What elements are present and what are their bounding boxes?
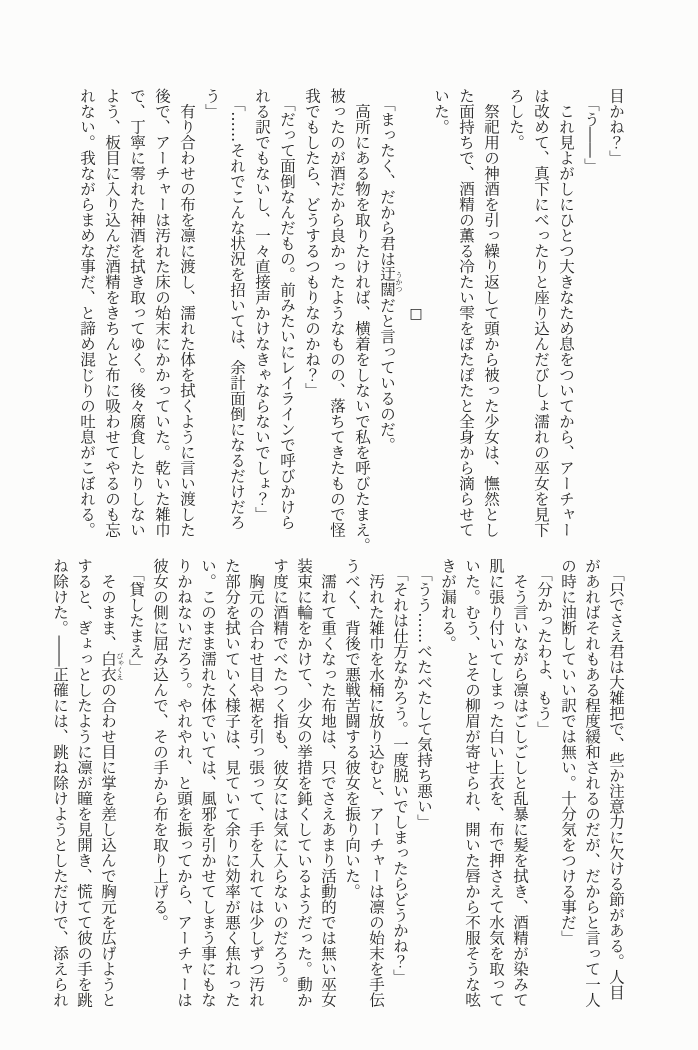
- text-column: ね除けた。――正確には、跳ね除けようとしただけで、添えられ: [51, 558, 69, 1008]
- text-column: 「うう……べたべたして気持ち悪い」: [415, 558, 433, 830]
- text-column: 「貸したまえ」: [127, 558, 145, 675]
- text-column: 「う――」: [582, 88, 600, 174]
- text-column: 「それは仕方なかろう。一度脱いでしまったらどうかね？」: [391, 558, 409, 985]
- text-column: りかねないだろう。やれやれ、と頭を振ってから、アーチャーは: [175, 558, 193, 1008]
- text-column: きが漏れる。: [439, 558, 457, 651]
- text-column: 目かね？」: [607, 88, 625, 166]
- text-column: い。このまま濡れた体でいては、風邪を引かせてしまう事にもな: [199, 558, 217, 1008]
- text-column: で、丁寧に零れた神酒を拭き取ってゆく。後々腐食したりしない: [128, 88, 146, 538]
- text-column: すると、ぎょっとしたように凛が瞳を見開き、慌てて彼の手を跳: [75, 558, 93, 1008]
- text-column: 「只でさえ君は大雑把で、些か注意力に欠ける節がある。人目: [607, 558, 625, 1000]
- text-column: があればそれもある程度緩和されるのだが、だからと言って一人: [583, 558, 601, 1008]
- text-column: 祭祀用の神酒を引っ繰り返して頭から被った少女は、憮然とし: [482, 88, 500, 538]
- text-column: す度に酒精でべたつく指も、彼女には気に入らないのだろう。: [271, 558, 289, 992]
- text-column: 「分かったわよ、もう」: [535, 558, 553, 737]
- text-column: 汚れた雑巾を水桶に放り込むと、アーチャーは凛の始末を手伝: [367, 558, 385, 1008]
- text-column: 装束に輪をかけて、少女の挙措を鈍くしているようだった。動か: [295, 558, 313, 1008]
- upper-text-block: [74, 88, 628, 553]
- text-column: ろした。: [507, 88, 525, 150]
- text-column: は改めて、真下にべったりと座り込んだびしょ濡れの巫女を見下: [532, 88, 550, 538]
- text-column: 「……それでこんな状況を招いては、余計面倒になるだけだろ: [228, 88, 246, 530]
- text-column: 後で、アーチャーは汚れた床の始末にかかっていた。乾いた雑巾: [153, 88, 171, 538]
- text-column: これ見よがしにひとつ大きなため息をついてから、アーチャー: [557, 88, 575, 538]
- text-column: れない。我ながらまめな事だ、と諦め混じりの吐息がこぼれる。: [78, 88, 96, 538]
- text-column: た面持ちで、酒精の薫る冷たい雫をぽたぽたと全身から滴らせて: [457, 88, 475, 538]
- text-column: 高所にある物を取りたければ、横着をしないで私を呼びたまえ。: [353, 88, 371, 553]
- section-divider-square: □: [408, 306, 424, 322]
- text-column: 我でもしたら、どうするつもりなのかね？」: [303, 88, 321, 398]
- text-column: 彼女の側に屈み込んで、その手から布を取り上げる。: [151, 558, 169, 930]
- ruby-annotation: 白衣 びゃくえ: [99, 651, 124, 682]
- text-column: うべく、背後で悪戦苦闘する彼女を振り向いた。: [343, 558, 361, 899]
- ruby-annotation: 迂闊 うかつ: [378, 266, 403, 298]
- text-column: う」: [203, 88, 221, 119]
- text-column: た部分を拭いていく様子は、見ていて余りに効率が悪く焦れった: [223, 558, 241, 1008]
- text-column: 有り合わせの布を凛に渡し、濡れた体を拭くように言い渡した: [178, 88, 196, 538]
- text-column: そう言いながら凛はごしごしと乱暴に髪を拭き、酒精が染みて: [511, 558, 529, 1008]
- text-column: れる訳でもないし、一々直接声かけなきゃならないでしょ？」: [253, 88, 271, 522]
- text-column: 濡れて重くなった布地は、只でさえあまり活動的では無い巫女: [319, 558, 337, 1008]
- text-column: そのまま、白衣 びゃくえの合わせ目に掌を差し込んで胸元を広げようと: [99, 558, 124, 1008]
- text-column: の時に油断していい訳では無い。十分気をつける事だ」: [559, 558, 577, 946]
- text-column: 被ったのが酒だから良かったようなものの、落ちてきたもので怪: [328, 88, 346, 538]
- text-column: よう、板目に入り込んだ酒精をきちんと布に吸わせてやるのも忘: [103, 88, 121, 538]
- text-column: いた。むう、とその柳眉が寄せられ、開いた唇から不服そうな呟: [463, 558, 481, 1008]
- text-column: いた。: [432, 88, 450, 135]
- text-column: 肌に張り付いてしまった白い上衣を、布で押さえて水気を取って: [487, 558, 505, 1008]
- text-column: 「まったく、だから君は迂闊 うかつだと言っているのだ。: [378, 88, 403, 453]
- text-column: 「だって面倒なんだもの。前みたいにレイラインで呼びかけら: [278, 88, 296, 530]
- text-column: 胸元の合わせ目や裾を引っ張って、手を入れては少しずつ汚れ: [247, 558, 265, 1008]
- lower-text-block: [48, 558, 628, 1024]
